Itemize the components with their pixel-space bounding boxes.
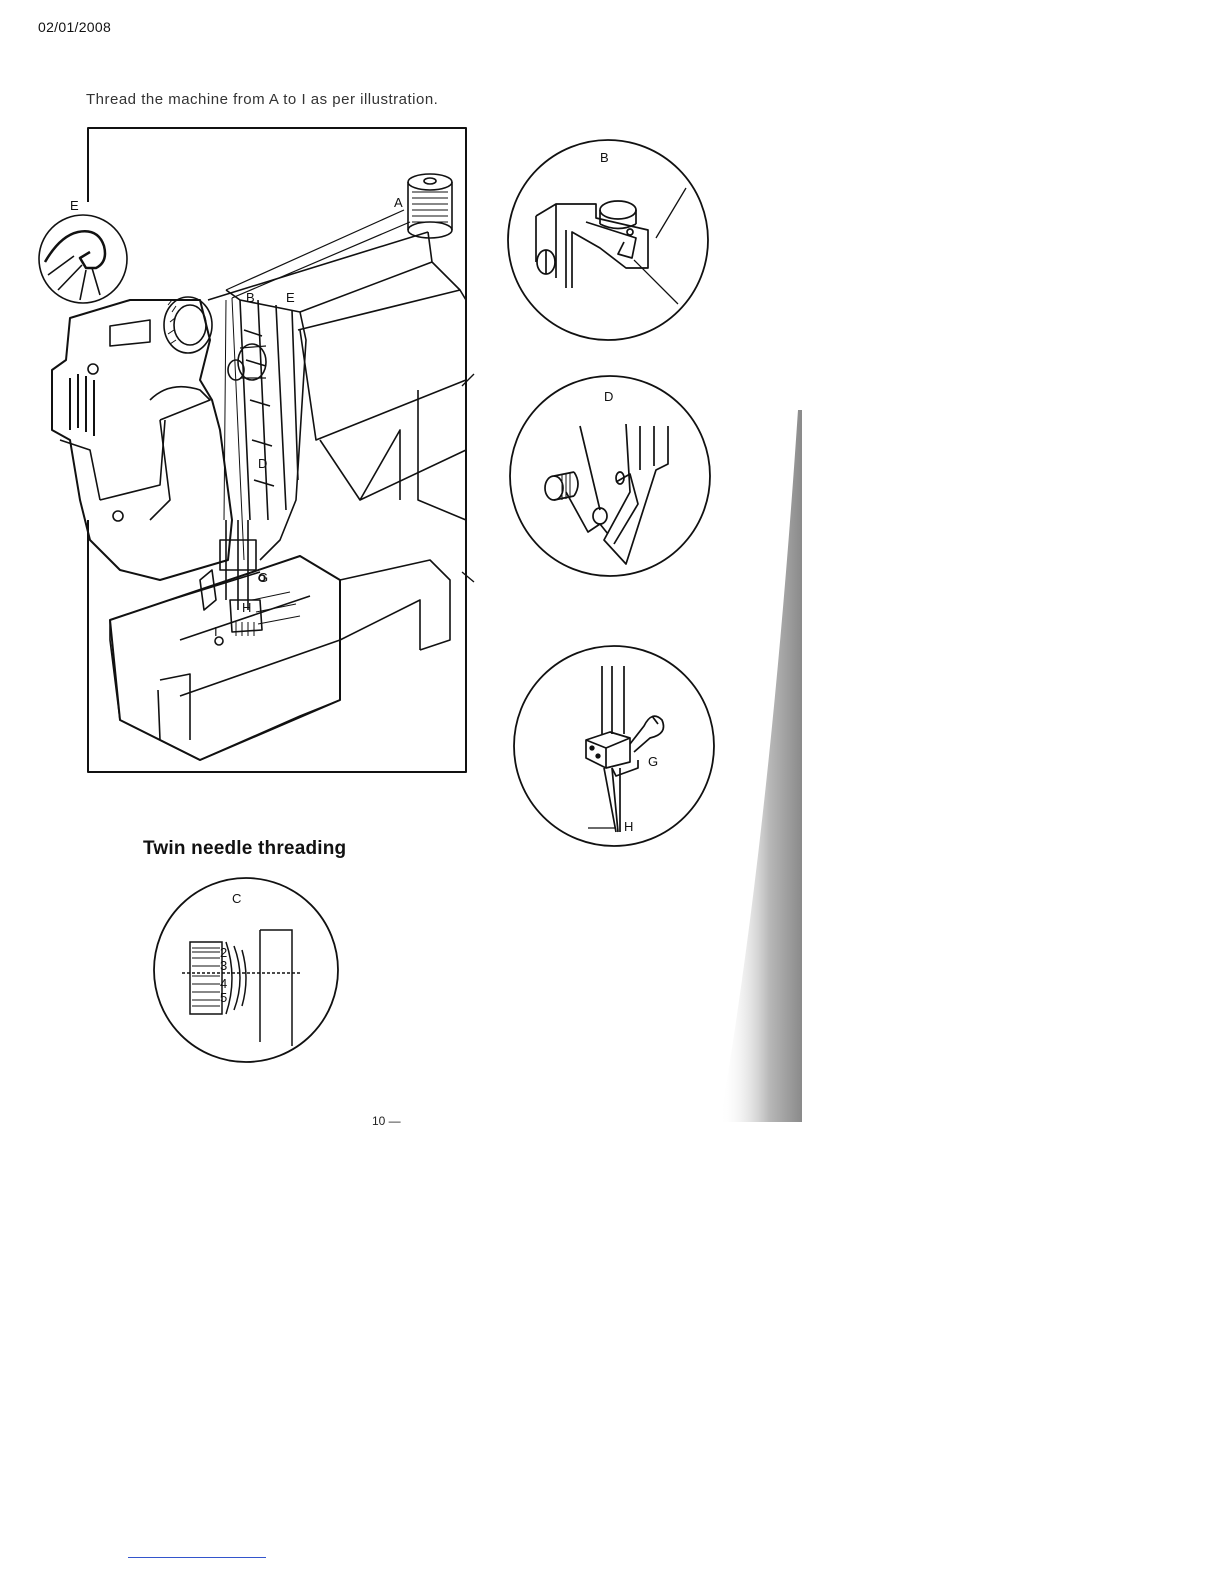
label-b: B [246,290,255,305]
detail-c-needle-position-dial [152,876,340,1064]
label-g: G [258,570,269,585]
sewing-machine-illustration [0,0,480,790]
detail-d-thread-guide [508,374,712,578]
inset-label-e: E [70,198,79,213]
label-h: H [242,600,252,615]
detail-d-label: D [604,389,614,404]
detail-h-label: H [624,819,634,834]
detail-g-label: G [648,754,659,769]
threading-instruction: Thread the machine from A to I as per illustration. [86,91,439,108]
page-number: 10 — [372,1114,401,1128]
detail-gh-needle-clamp [512,644,716,848]
dial-number-2: 2 [220,945,228,960]
section-title: Twin needle threading [143,838,347,859]
dial-number-3: 3 [220,958,228,973]
scan-shadow [720,410,802,1122]
label-d: D [258,456,268,471]
label-i: I [214,624,218,639]
detail-b-thread-guide [506,138,710,342]
detail-c-label: C [232,891,242,906]
dial-number-4: 4 [220,976,228,991]
bottom-link-underline [128,1557,266,1558]
label-e: E [286,290,295,305]
dial-number-5: 5 [220,990,228,1005]
callout-lines [460,370,480,590]
detail-b-label: B [600,150,609,165]
document-date: 02/01/2008 [38,19,112,35]
label-a: A [394,195,403,210]
